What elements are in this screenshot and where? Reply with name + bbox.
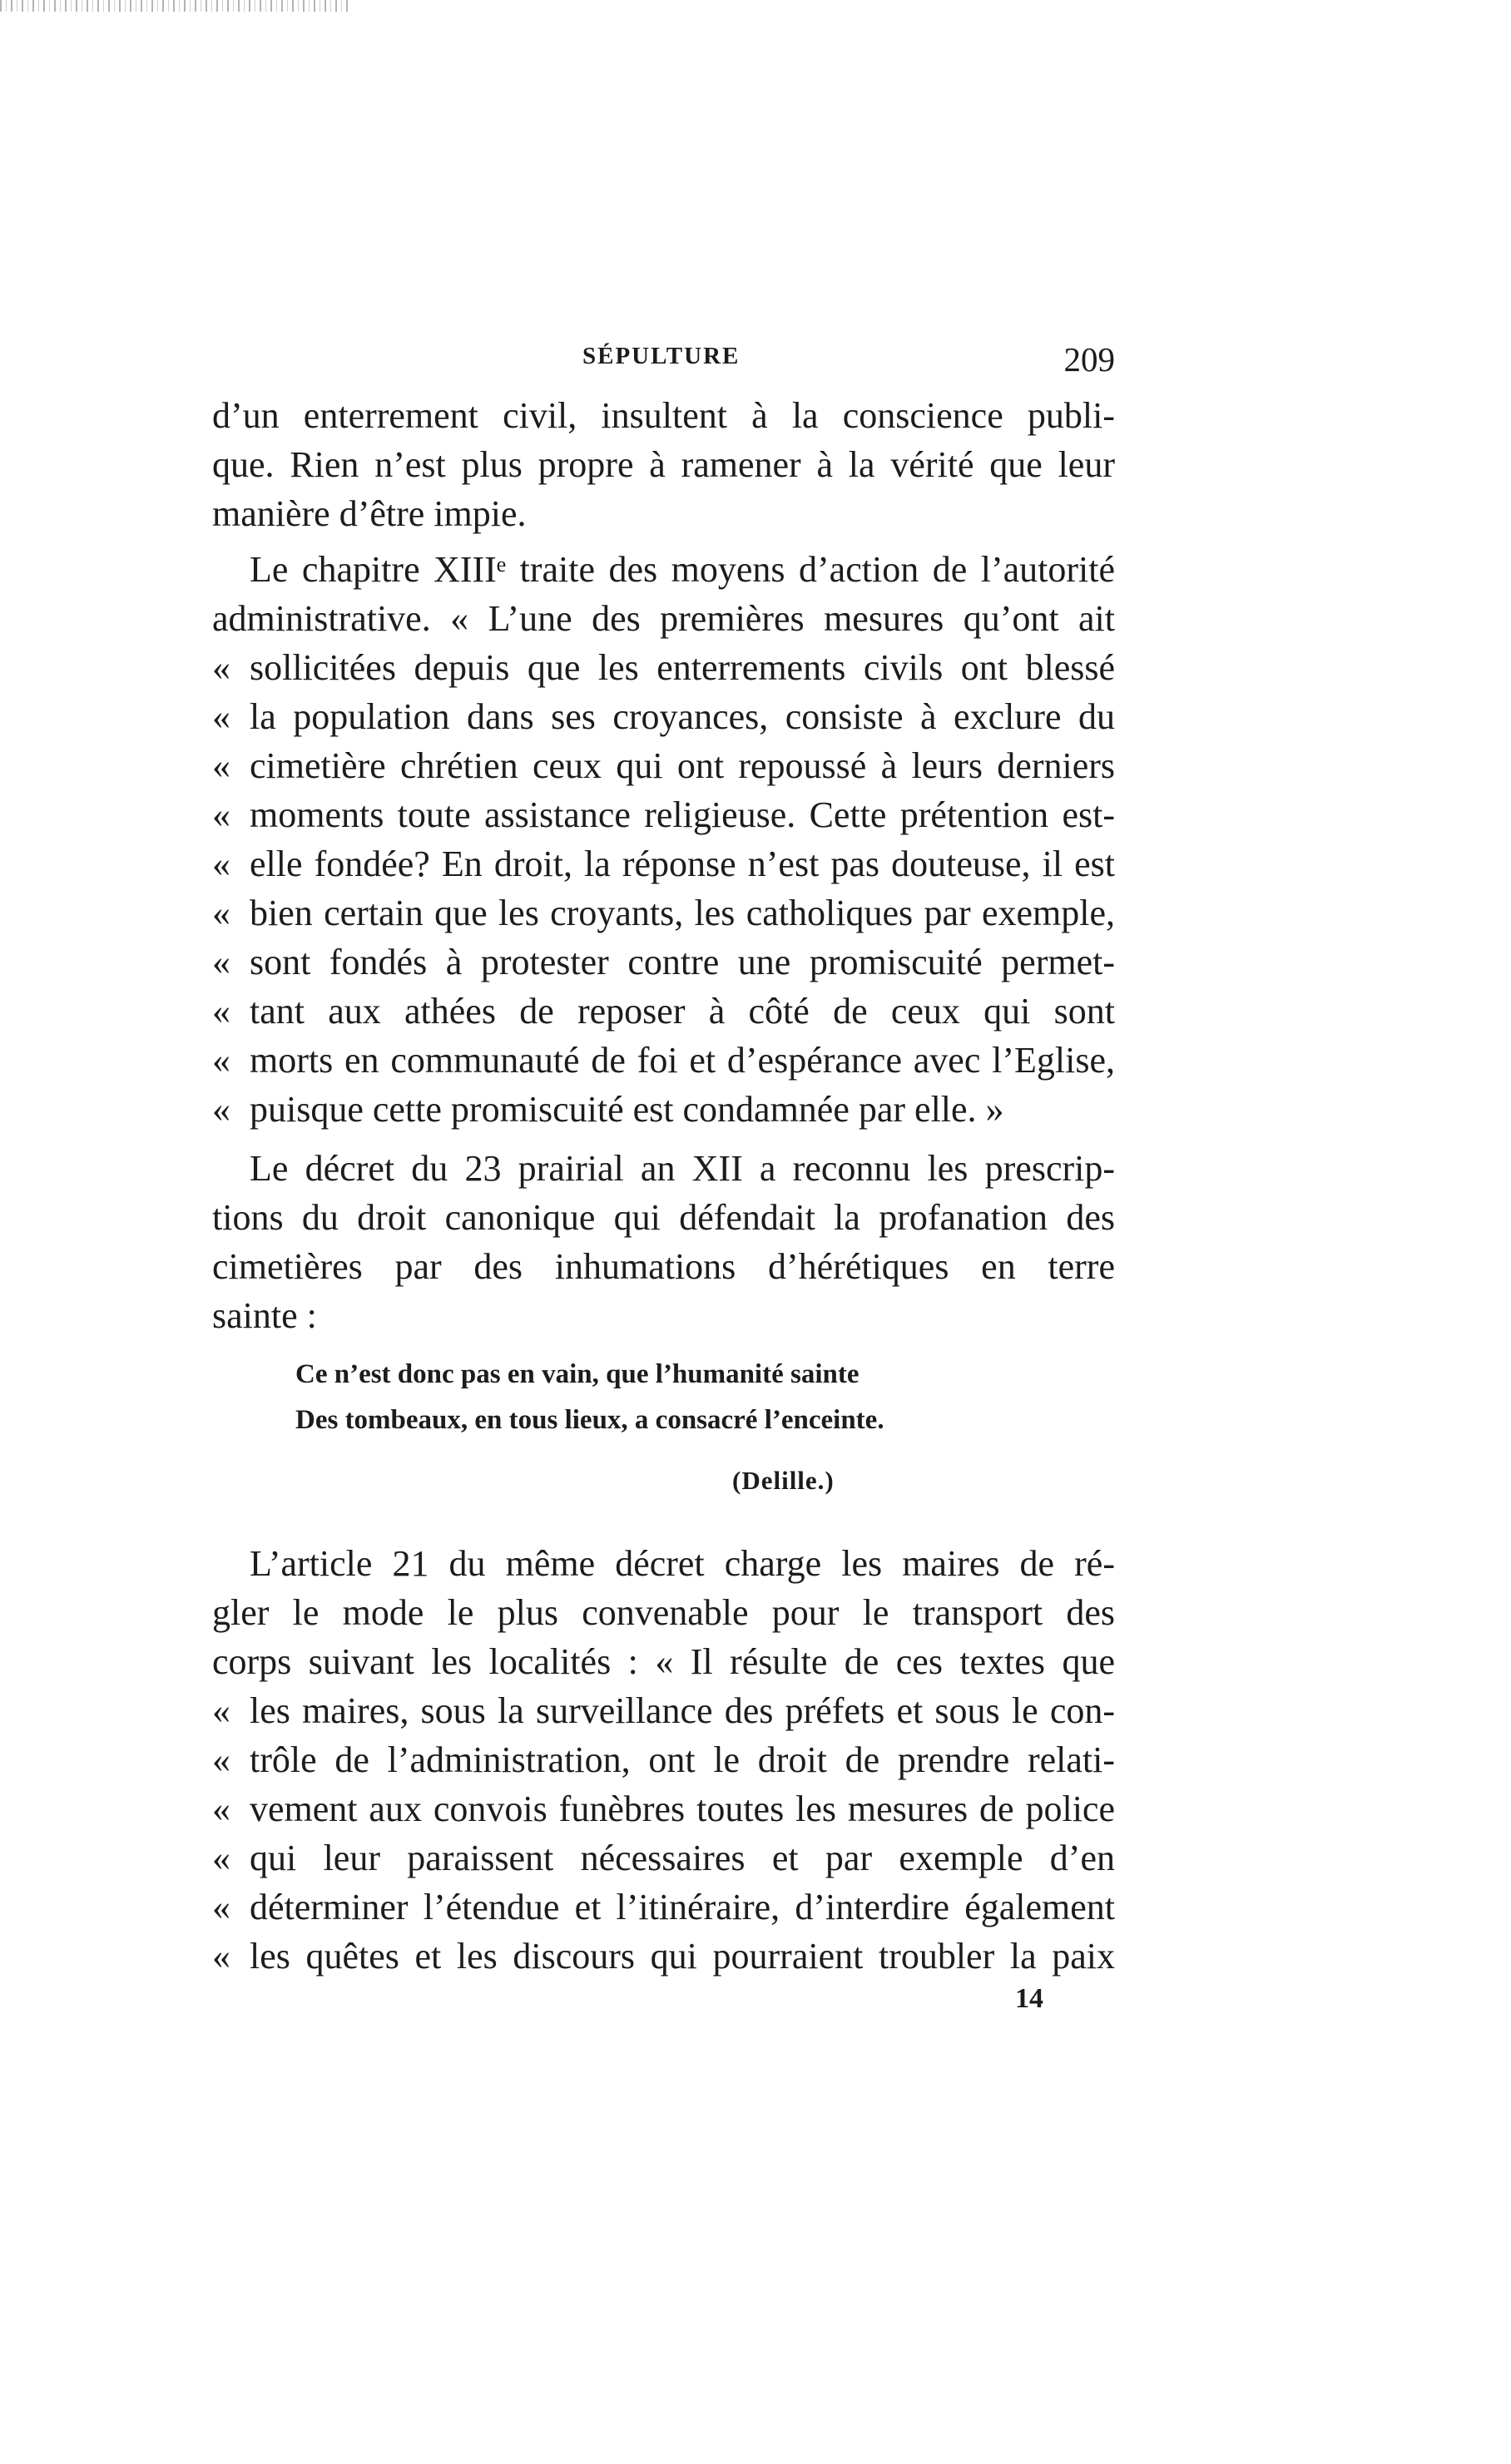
quote-mark: « — [212, 1690, 230, 1731]
quote-text: vement aux convois funèbres toutes les mesures de police — [250, 1789, 1115, 1829]
quote-text: puisque cette promiscuité est condamnée par elle. » — [250, 1089, 1004, 1130]
text-line: Le décret du 23 prairial an XII a reconnu les prescrip- — [250, 1148, 1115, 1189]
quote-mark: « — [212, 844, 230, 884]
text-line: L’article 21 du même décret charge les maires de ré- — [250, 1543, 1115, 1584]
quote-text: morts en communauté de foi et d’espérance avec l’Eglise, — [250, 1040, 1115, 1081]
quote-line — [212, 1686, 1115, 1735]
quote-mark: « — [212, 647, 230, 688]
text-line: tions du droit canonique qui défendait la profanation des — [212, 1197, 1115, 1238]
text-line: gler le mode le plus convenable pour le transport des — [212, 1592, 1115, 1633]
text-line: cimetières par des inhumations d’hérétiques en terre — [212, 1246, 1115, 1287]
quote-text: sollicitées depuis que les enterrements civils ont blessé — [250, 647, 1115, 688]
quote-text: trôle de l’administration, ont le droit de prendre relati- — [250, 1739, 1115, 1780]
signature-mark: 14 — [1015, 1983, 1043, 2014]
quote-line — [212, 839, 1115, 888]
quote-mark: « — [212, 1089, 230, 1130]
quote-mark: « — [212, 1739, 230, 1780]
quote-text: qui leur paraissent nécessaires et par exemple d’en — [250, 1838, 1115, 1878]
text-line: sainte : — [212, 1295, 317, 1336]
quote-line — [212, 643, 1115, 692]
quote-text: les quêtes et les discours qui pourraient troubler la paix — [250, 1936, 1115, 1977]
quote-line — [212, 888, 1115, 938]
quote-text: cimetière chrétien ceux qui ont repoussé à leurs derniers — [250, 745, 1115, 786]
quote-text: la population dans ses croyances, consiste à exclure du — [250, 696, 1115, 737]
text-line: corps suivant les localités : « Il résulte de ces textes que — [212, 1641, 1115, 1682]
paragraph-1 — [212, 391, 1115, 538]
verse-line: Ce n’est donc pas en vain, que l’humanité sainte — [295, 1359, 860, 1389]
text-line: Le chapitre XIIIᵉ traite des moyens d’action de l’autorité — [250, 549, 1115, 590]
quote-line — [212, 741, 1115, 790]
quote-line — [212, 938, 1115, 987]
quote-text: sont fondés à protester contre une promiscuité permet- — [250, 942, 1115, 982]
scan-noise-edge — [0, 0, 349, 12]
quote-mark: « — [212, 1936, 230, 1977]
quote-mark: « — [212, 991, 230, 1032]
verse-attribution: (Delille.) — [732, 1466, 835, 1495]
quote-mark: « — [212, 696, 230, 737]
quote-line — [212, 1085, 1115, 1134]
page-header — [212, 339, 1115, 389]
quote-mark: « — [212, 1789, 230, 1829]
quote-mark: « — [212, 893, 230, 933]
paragraph-2 — [212, 545, 1115, 1134]
quote-mark: « — [212, 1040, 230, 1081]
text-line: que. Rien n’est plus propre à ramener à la vérité que leur — [212, 444, 1115, 485]
quote-line — [212, 1932, 1115, 1981]
paragraph-4 — [212, 1539, 1115, 1981]
text-line: administrative. « L’une des premières mesures qu’ont ait — [212, 598, 1115, 639]
verse-line: Des tombeaux, en tous lieux, a consacré l’enceinte. — [295, 1405, 884, 1435]
quote-line — [212, 1833, 1115, 1883]
quote-line — [212, 1784, 1115, 1833]
quote-mark: « — [212, 794, 230, 835]
quote-text: bien certain que les croyants, les catholiques par exemple, — [250, 893, 1115, 933]
verse-quote — [295, 1352, 884, 1443]
quote-mark: « — [212, 1887, 230, 1927]
quote-line — [212, 790, 1115, 839]
text-line: manière d’être impie. — [212, 493, 527, 534]
paragraph-3 — [212, 1144, 1115, 1340]
quote-text: les maires, sous la surveillance des préfets et sous le con- — [250, 1690, 1115, 1731]
quote-text: elle fondée? En droit, la réponse n’est pas douteuse, il est — [250, 844, 1115, 884]
page-number: 209 — [1063, 340, 1115, 379]
quote-mark: « — [212, 1838, 230, 1878]
quote-text: déterminer l’étendue et l’itinéraire, d’interdire également — [250, 1887, 1115, 1927]
quote-mark: « — [212, 942, 230, 982]
quote-line — [212, 1735, 1115, 1784]
quote-line — [212, 692, 1115, 741]
quote-line — [212, 1036, 1115, 1085]
text-line: d’un enterrement civil, insultent à la conscience publi- — [212, 395, 1115, 436]
running-title: SÉPULTURE — [582, 343, 741, 369]
quote-mark: « — [212, 745, 230, 786]
quote-line — [212, 1883, 1115, 1932]
quote-line — [212, 987, 1115, 1036]
quote-text: moments toute assistance religieuse. Cette prétention est- — [250, 794, 1115, 835]
quote-text: tant aux athées de reposer à côté de ceux qui sont — [250, 991, 1115, 1032]
